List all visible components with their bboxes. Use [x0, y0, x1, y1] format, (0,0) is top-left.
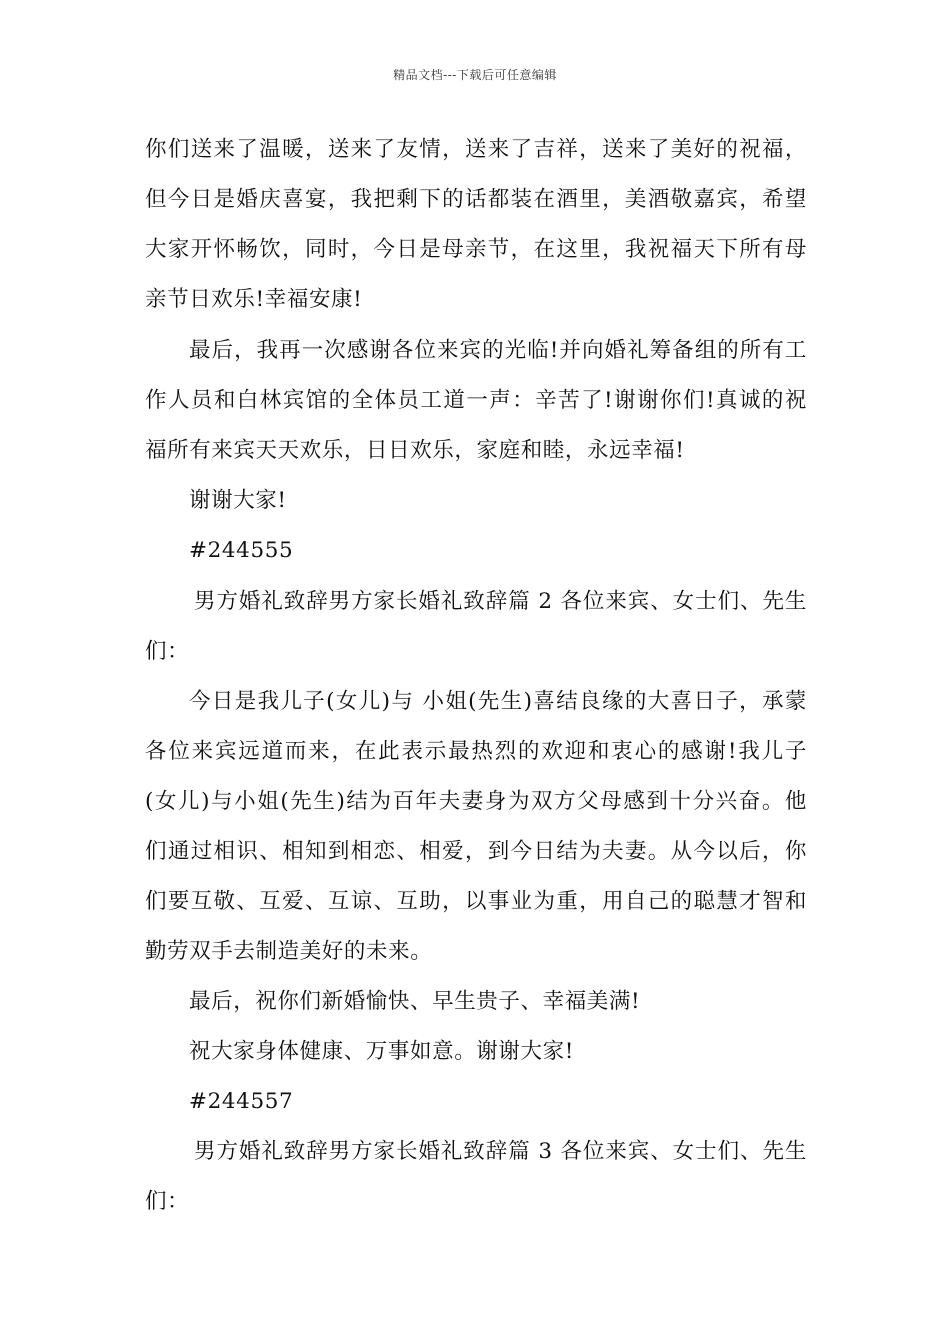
paragraph-line: 亲节日欢乐!幸福安康! [145, 287, 363, 312]
paragraph-line: 今日是我儿子(女儿)与 小姐(先生)喜结良缘的大喜日子，承蒙 [189, 689, 807, 714]
page-header: 精品文档---下载后可任意编辑 [393, 68, 557, 82]
paragraph-line: 各位来宾远道而来，在此表示最热烈的欢迎和衷心的感谢!我儿子 [145, 739, 807, 764]
paragraph-line: 你们送来了温暖，送来了友情，送来了吉祥，送来了美好的祝福， [145, 137, 807, 162]
document-id: #244555 [189, 538, 294, 563]
paragraph-line: 大家开怀畅饮，同时，今日是母亲节，在这里，我祝福天下所有母 [145, 237, 807, 262]
paragraph-line: 福所有来宾天天欢乐，日日欢乐，家庭和睦，永远幸福! [145, 438, 685, 463]
paragraph-line: 们通过相识、相知到相恋、相爱，到今日结为夫妻。从今以后，你 [145, 839, 807, 864]
section-heading-line: 男方婚礼致辞男方家长婚礼致辞篇 3 各位来宾、女士们、先生 [194, 1139, 807, 1164]
paragraph-line: 最后，祝你们新婚愉快、早生贵子、幸福美满! [189, 989, 641, 1014]
paragraph-line: (女儿)与小姐(先生)结为百年夫妻身为双方父母感到十分兴奋。他 [145, 789, 807, 814]
paragraph-line: 谢谢大家! [189, 488, 287, 513]
paragraph-line: 们： [145, 1189, 190, 1214]
document-id: #244557 [189, 1089, 294, 1114]
paragraph-line: 最后，我再一次感谢各位来宾的光临!并向婚礼筹备组的所有工 [189, 338, 807, 363]
paragraph-line: 但今日是婚庆喜宴，我把剩下的话都装在酒里，美酒敬嘉宾，希望 [145, 187, 807, 212]
paragraph-line: 们： [145, 639, 190, 664]
paragraph-line: 作人员和白林宾馆的全体员工道一声：辛苦了!谢谢你们!真诚的祝 [145, 388, 807, 413]
section-heading-line: 男方婚礼致辞男方家长婚礼致辞篇 2 各位来宾、女士们、先生 [194, 589, 807, 614]
paragraph-line: 们要互敬、互爱、互谅、互助，以事业为重，用自己的聪慧才智和 [145, 889, 807, 914]
paragraph-line: 祝大家身体健康、万事如意。谢谢大家! [189, 1039, 574, 1064]
paragraph-line: 勤劳双手去制造美好的未来。 [145, 939, 433, 964]
